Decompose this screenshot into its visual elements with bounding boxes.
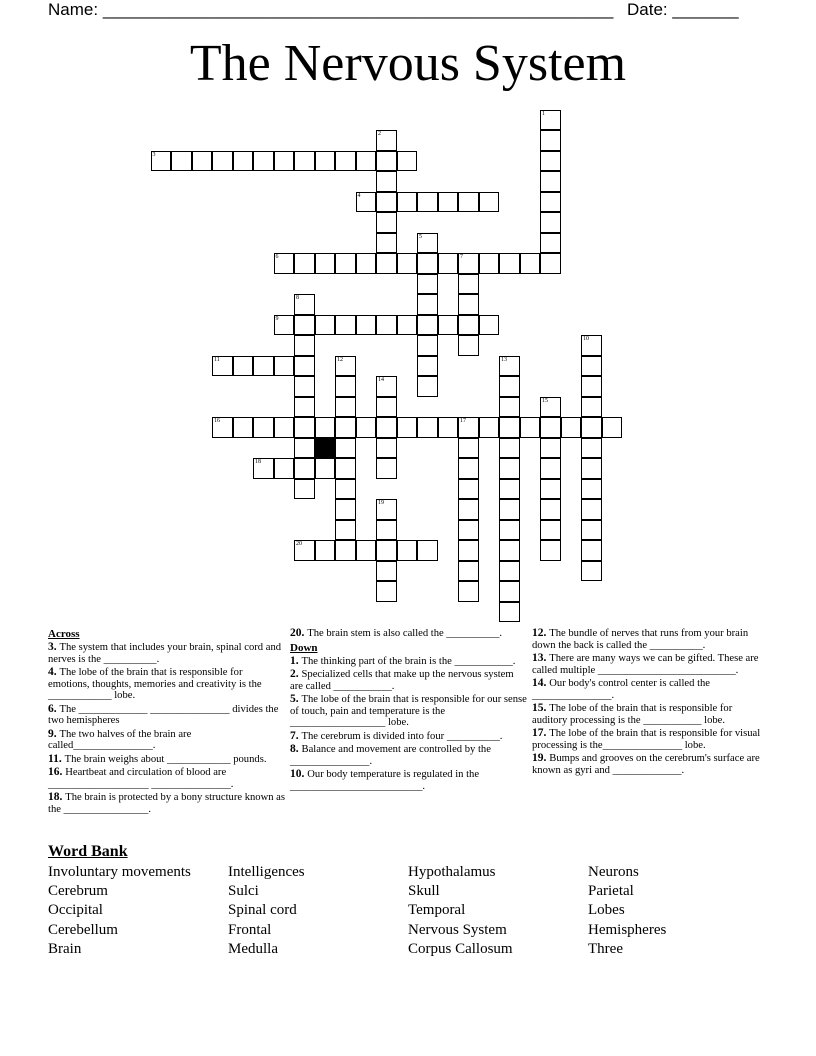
grid-cell[interactable] (315, 151, 336, 172)
grid-cell[interactable] (335, 438, 356, 459)
clue-text: Balance and movement are controlled by the _______________. (290, 744, 491, 767)
black-cell (315, 438, 336, 459)
cell-number: 19 (378, 500, 384, 506)
grid-cell[interactable] (499, 520, 520, 541)
word-bank-column (588, 863, 666, 959)
grid-cell[interactable] (253, 151, 274, 172)
grid-cell[interactable] (540, 151, 561, 172)
clues-column-1 (48, 628, 286, 817)
grid-cell[interactable] (294, 479, 315, 500)
grid-cell[interactable] (417, 192, 438, 213)
across-clue (48, 754, 286, 766)
grid-cell[interactable] (233, 417, 254, 438)
grid-cell[interactable] (376, 581, 397, 602)
name-blank: ______________________________________________________ (102, 0, 614, 19)
cell-number: 3 (152, 151, 156, 158)
grid-cell[interactable] (499, 581, 520, 602)
grid-cell[interactable] (335, 520, 356, 541)
word-bank-item: Hemispheres (588, 921, 667, 938)
grid-cell[interactable] (458, 499, 479, 520)
grid-cell[interactable] (397, 315, 418, 336)
grid-cell[interactable] (540, 417, 561, 438)
word-bank-item: Occipital (48, 902, 103, 919)
grid-cell[interactable] (376, 458, 397, 479)
cell-number: 17 (460, 418, 466, 424)
grid-cell[interactable] (376, 499, 397, 520)
clue-text: Our body temperature is regulated in the _________________________. (290, 769, 480, 792)
grid-cell[interactable] (499, 417, 520, 438)
cell-number: 4 (357, 192, 361, 199)
grid-cell[interactable] (581, 561, 602, 582)
clue-number: 2. (290, 668, 302, 680)
cell-number: 5 (419, 233, 422, 240)
word-bank-column (408, 863, 513, 959)
grid-cell[interactable] (294, 253, 315, 274)
grid-cell[interactable] (479, 192, 500, 213)
across-clue (48, 667, 286, 702)
cell-number: 2 (378, 131, 381, 137)
name-field[interactable] (48, 0, 613, 20)
grid-cell[interactable] (499, 499, 520, 520)
grid-cell[interactable] (233, 356, 254, 377)
grid-cell[interactable] (294, 294, 315, 315)
grid-cell[interactable] (438, 315, 459, 336)
grid-cell[interactable] (540, 520, 561, 541)
grid-cell[interactable] (499, 438, 520, 459)
grid-cell[interactable] (540, 253, 561, 274)
clue-number: 7. (290, 729, 302, 742)
word-bank-item: Three (588, 940, 623, 957)
grid-cell[interactable] (499, 479, 520, 500)
grid-cell[interactable] (499, 253, 520, 274)
grid-cell[interactable] (581, 540, 602, 561)
grid-cell[interactable] (540, 458, 561, 479)
cell-number: 7 (460, 254, 463, 260)
clue-text: The lobe of the brain that is responsible for visual processing is the_______________ lobe. (532, 728, 761, 751)
grid-cell[interactable] (335, 417, 356, 438)
cell-number: 8 (296, 295, 299, 301)
grid-cell[interactable] (438, 192, 459, 213)
clue-number: 9. (48, 727, 60, 740)
word-bank-item: Neurons (588, 864, 639, 880)
date-blank: _______ (672, 0, 739, 19)
grid-cell[interactable] (417, 417, 438, 438)
across-clue (48, 767, 286, 790)
clue-number: 11. (48, 752, 65, 765)
grid-cell[interactable] (212, 151, 233, 172)
grid-cell[interactable] (376, 376, 397, 397)
grid-cell[interactable] (356, 192, 377, 213)
grid-cell[interactable] (458, 253, 479, 274)
down-clue (290, 669, 528, 692)
grid-cell[interactable] (376, 520, 397, 541)
clue-number: 14. (532, 677, 550, 689)
grid-cell[interactable] (335, 397, 356, 418)
clue-number: 12. (532, 627, 550, 639)
grid-cell[interactable] (458, 274, 479, 295)
clue-number: 20. (290, 627, 308, 639)
grid-cell[interactable] (376, 171, 397, 192)
grid-cell[interactable] (417, 253, 438, 274)
grid-cell[interactable] (458, 438, 479, 459)
word-bank-item: Parietal (588, 883, 634, 900)
grid-cell[interactable] (233, 151, 254, 172)
grid-cell[interactable] (335, 540, 356, 561)
grid-cell[interactable] (397, 253, 418, 274)
clue-number: 5. (290, 693, 302, 705)
down-clue (290, 731, 528, 743)
clue-number: 15. (532, 702, 550, 714)
grid-cell[interactable] (253, 356, 274, 377)
grid-cell[interactable] (192, 151, 213, 172)
grid-cell[interactable] (335, 479, 356, 500)
word-bank-item: Lobes (588, 902, 625, 919)
grid-cell[interactable] (581, 479, 602, 500)
grid-cell[interactable] (376, 438, 397, 459)
grid-cell[interactable] (151, 151, 172, 172)
clue-text: The cerebrum is divided into four __________. (301, 730, 503, 742)
grid-cell[interactable] (499, 561, 520, 582)
grid-cell[interactable] (581, 438, 602, 459)
grid-cell[interactable] (540, 499, 561, 520)
cell-number: 16 (214, 418, 220, 424)
grid-cell[interactable] (294, 315, 315, 336)
clue-text: The system that includes your brain, spinal cord and nerves is the __________. (48, 642, 282, 665)
grid-cell[interactable] (274, 253, 295, 274)
grid-cell[interactable] (520, 253, 541, 274)
word-bank-item: Nervous System (408, 921, 507, 938)
across-clue (290, 628, 528, 640)
clue-text: The bundle of nerves that runs from your brain down the back is called the __________. (532, 628, 749, 651)
down-clue (532, 753, 770, 776)
cell-number: 18 (255, 459, 261, 465)
grid-cell[interactable] (581, 458, 602, 479)
grid-cell[interactable] (417, 294, 438, 315)
grid-cell[interactable] (581, 335, 602, 356)
clue-text: The lobe of the brain that is responsible for our sense of touch, pain and temperature is the __________________ lobe. (290, 694, 527, 728)
grid-cell[interactable] (315, 458, 336, 479)
grid-cell[interactable] (356, 253, 377, 274)
grid-cell[interactable] (356, 151, 377, 172)
grid-cell[interactable] (274, 315, 295, 336)
grid-cell[interactable] (438, 417, 459, 438)
grid-cell[interactable] (294, 417, 315, 438)
grid-cell[interactable] (376, 417, 397, 438)
grid-cell[interactable] (540, 130, 561, 151)
grid-cell[interactable] (458, 458, 479, 479)
down-clue (290, 656, 528, 668)
grid-cell[interactable] (171, 151, 192, 172)
down-clue (532, 628, 770, 651)
grid-cell[interactable] (417, 315, 438, 336)
grid-cell[interactable] (253, 417, 274, 438)
grid-cell[interactable] (356, 417, 377, 438)
clue-number: 17. (532, 727, 550, 739)
grid-cell[interactable] (458, 335, 479, 356)
grid-cell[interactable] (458, 294, 479, 315)
grid-cell[interactable] (458, 192, 479, 213)
cell-number: 9 (275, 315, 279, 322)
grid-cell[interactable] (458, 581, 479, 602)
grid-cell[interactable] (499, 602, 520, 623)
grid-cell[interactable] (417, 274, 438, 295)
grid-cell[interactable] (417, 335, 438, 356)
grid-cell[interactable] (499, 540, 520, 561)
word-bank-item: Temporal (408, 902, 466, 919)
grid-cell[interactable] (499, 397, 520, 418)
down-clue (532, 678, 770, 701)
grid-cell[interactable] (397, 192, 418, 213)
across-heading: Across (48, 628, 80, 640)
clue-text: There are many ways we can be gifted. These are called multiple __________________________. (532, 653, 759, 676)
grid-cell[interactable] (540, 212, 561, 233)
word-bank-item: Cerebellum (48, 921, 118, 938)
grid-cell[interactable] (335, 315, 356, 336)
grid-cell[interactable] (274, 151, 295, 172)
clue-number: 16. (48, 766, 66, 778)
grid-cell[interactable] (294, 356, 315, 377)
cell-number: 6 (275, 254, 279, 260)
word-bank-title: Word Bank (48, 843, 128, 860)
grid-cell[interactable] (294, 438, 315, 459)
grid-cell[interactable] (417, 356, 438, 377)
date-label: Date: (627, 0, 668, 19)
grid-cell[interactable] (581, 499, 602, 520)
grid-cell[interactable] (540, 233, 561, 254)
down-clue (290, 694, 528, 729)
grid-cell[interactable] (335, 151, 356, 172)
down-clue (532, 703, 770, 726)
grid-cell[interactable] (335, 499, 356, 520)
across-clue (48, 704, 286, 727)
grid-cell[interactable] (581, 520, 602, 541)
clue-text: The thinking part of the brain is the ___________. (301, 655, 516, 667)
clue-number: 13. (532, 652, 550, 664)
grid-cell[interactable] (458, 520, 479, 541)
word-bank-item: Medulla (228, 940, 278, 957)
name-label: Name: (48, 0, 99, 19)
grid-cell[interactable] (294, 540, 315, 561)
word-bank-column (48, 863, 191, 959)
clue-number: 8. (290, 743, 302, 755)
across-clue (48, 792, 286, 815)
clues-column-2 (290, 628, 528, 794)
clue-text: Heartbeat and circulation of blood are ___________________ _______________. (48, 767, 234, 790)
clue-number: 19. (532, 752, 550, 764)
grid-cell[interactable] (335, 458, 356, 479)
grid-cell[interactable] (335, 356, 356, 377)
grid-cell[interactable] (581, 376, 602, 397)
grid-cell[interactable] (438, 253, 459, 274)
across-clue (48, 729, 286, 752)
grid-cell[interactable] (499, 376, 520, 397)
word-bank-item: Skull (408, 883, 440, 900)
grid-cell[interactable] (376, 192, 397, 213)
word-bank-item: Brain (48, 940, 82, 957)
grid-cell[interactable] (540, 438, 561, 459)
clue-text: Our body's control center is called the _______________. (532, 678, 711, 701)
grid-cell[interactable] (294, 397, 315, 418)
clue-number: 6. (48, 702, 60, 715)
word-bank-item: Sulci (228, 883, 259, 900)
grid-cell[interactable] (376, 315, 397, 336)
grid-cell[interactable] (417, 233, 438, 254)
grid-cell[interactable] (397, 151, 418, 172)
grid-cell[interactable] (253, 458, 274, 479)
clue-text: Bumps and grooves on the cerebrum's surface are known as gyri and _____________. (532, 753, 760, 776)
grid-cell[interactable] (212, 356, 233, 377)
grid-cell[interactable] (458, 561, 479, 582)
grid-cell[interactable] (274, 458, 295, 479)
grid-cell[interactable] (212, 417, 233, 438)
word-bank-item: Involuntary movements (48, 864, 191, 880)
grid-cell[interactable] (315, 253, 336, 274)
grid-cell[interactable] (479, 417, 500, 438)
clue-text: The two halves of the brain are called_______________. (48, 728, 192, 751)
cell-number: 20 (296, 541, 302, 547)
grid-cell[interactable] (376, 561, 397, 582)
word-bank-item: Corpus Callosum (408, 940, 513, 957)
grid-cell[interactable] (335, 376, 356, 397)
down-heading: Down (290, 641, 318, 654)
clue-number: 18. (48, 791, 66, 803)
across-clue (48, 642, 286, 665)
clue-text: The brain is protected by a bony structure known as the ________________. (48, 792, 286, 815)
grid-cell[interactable] (376, 540, 397, 561)
grid-cell[interactable] (274, 356, 295, 377)
down-clue (290, 744, 528, 767)
grid-cell[interactable] (520, 417, 541, 438)
clue-number: 10. (290, 768, 308, 780)
grid-cell[interactable] (499, 458, 520, 479)
grid-cell[interactable] (376, 233, 397, 254)
word-bank-column (228, 863, 305, 959)
clue-text: The lobe of the brain that is responsible for auditory processing is the ___________ lobe. (532, 703, 733, 726)
cell-number: 10 (583, 336, 589, 342)
grid-cell[interactable] (540, 110, 561, 131)
down-clue (532, 728, 770, 751)
grid-cell[interactable] (315, 315, 336, 336)
date-field[interactable] (627, 0, 739, 20)
word-bank-item: Hypothalamus (408, 864, 496, 880)
grid-cell[interactable] (356, 540, 377, 561)
clues-column-3 (532, 628, 770, 778)
word-bank-item: Intelligences (228, 864, 305, 880)
grid-cell[interactable] (540, 171, 561, 192)
grid-cell[interactable] (561, 417, 582, 438)
cell-number: 15 (542, 397, 548, 404)
cell-number: 11 (214, 356, 220, 363)
grid-cell[interactable] (315, 417, 336, 438)
grid-cell[interactable] (397, 540, 418, 561)
grid-cell[interactable] (335, 253, 356, 274)
grid-cell[interactable] (417, 376, 438, 397)
grid-cell[interactable] (602, 417, 623, 438)
grid-cell[interactable] (581, 417, 602, 438)
grid-cell[interactable] (479, 253, 500, 274)
grid-cell[interactable] (376, 151, 397, 172)
grid-cell[interactable] (397, 417, 418, 438)
down-clue (290, 769, 528, 792)
grid-cell[interactable] (376, 212, 397, 233)
clue-text: The _____________ _______________ divides the two hemispheres (48, 703, 279, 726)
grid-cell[interactable] (294, 458, 315, 479)
grid-cell[interactable] (356, 315, 377, 336)
grid-cell[interactable] (294, 335, 315, 356)
clue-text: Specialized cells that make up the nervous system are called ___________. (290, 669, 514, 692)
cell-number: 1 (542, 110, 545, 117)
grid-cell[interactable] (458, 417, 479, 438)
grid-cell[interactable] (294, 151, 315, 172)
grid-cell[interactable] (294, 376, 315, 397)
clue-text: The lobe of the brain that is responsible for emotions, thoughts, memories and creativity is the ____________ lobe. (48, 667, 262, 701)
grid-cell[interactable] (479, 315, 500, 336)
grid-cell[interactable] (376, 397, 397, 418)
clue-number: 1. (290, 654, 302, 667)
cell-number: 13 (501, 356, 507, 363)
grid-cell[interactable] (458, 315, 479, 336)
clue-number: 4. (48, 666, 60, 678)
grid-cell[interactable] (458, 479, 479, 500)
grid-cell[interactable] (540, 540, 561, 561)
word-bank-item: Frontal (228, 921, 272, 938)
clue-number: 3. (48, 641, 60, 653)
grid-cell[interactable] (274, 417, 295, 438)
page-title: The Nervous System (189, 35, 627, 92)
grid-cell[interactable] (499, 356, 520, 377)
grid-cell[interactable] (581, 356, 602, 377)
word-bank-item: Cerebrum (48, 883, 108, 900)
grid-cell[interactable] (540, 479, 561, 500)
down-clue (532, 653, 770, 676)
grid-cell[interactable] (540, 397, 561, 418)
grid-cell[interactable] (315, 540, 336, 561)
grid-cell[interactable] (540, 192, 561, 213)
grid-cell[interactable] (376, 253, 397, 274)
grid-cell[interactable] (376, 130, 397, 151)
grid-cell[interactable] (417, 540, 438, 561)
cell-number: 12 (337, 356, 343, 363)
clue-text: The brain weighs about ____________ pounds. (64, 753, 267, 765)
clue-text: The brain stem is also called the __________. (307, 628, 503, 639)
grid-cell[interactable] (581, 397, 602, 418)
cell-number: 14 (378, 377, 384, 383)
grid-cell[interactable] (458, 540, 479, 561)
word-bank-item: Spinal cord (228, 902, 297, 919)
